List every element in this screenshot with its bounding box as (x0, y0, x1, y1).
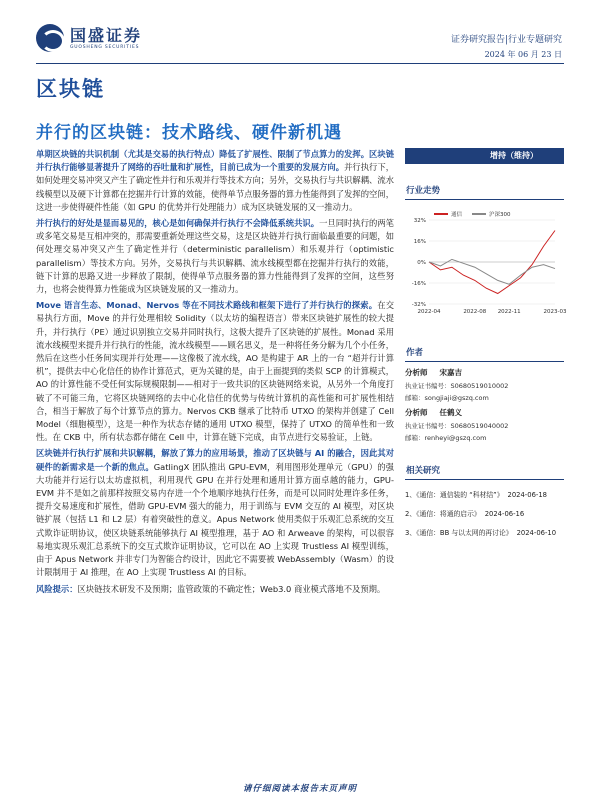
footer-disclaimer: 请仔细阅读本报告末页声明 (242, 784, 357, 794)
body-paragraph: Move 语言生态、Monad、Nervos 等在不同技术路线和框架下进行了并行执行的探索。在交易执行方面，Move 的并行处理相较 Solidity（以太坊的编程语言）带来区块链扩展性的较大提升，并行执行（PE）通过识别独立交易并同时执行，这极大提升了区块链的扩展性。Monad 采用流水线模型来提升并行执行的性能，流水线模型——顾名思义，是一种将任务分解为几个小任务，然后在这些小任务间实现并行处理——这像极了流水线，AO 是构建于 AR 上的一台 “超并行计算机”，提供去中心化信任的协作计算范式，更为关键的是，由于上面提到的类似 SCP 的计算模式，AO 的计算性能不受任何实际规模限制——相对于一致共识的区块链网络来说，从另外一个角度打破了不可能三角，它将区块链网络的去中心化信任的优势与传统计算机的高性能和可扩展性相结合，相当于解放了每个计算节点的算力。Nervos CKB 继承了比特币 UTXO 的架构并创建了 Cell Model（细胞模型），这是一种作为状态存储的通用 UTXO 模型，保持了 UTXO 的简单性和一致性。在 CKB 中，所有状态都存储在 Cell 中，计算在链下完成，由节点进行交易验证，上链。 (36, 300, 394, 443)
logo-name-en: GUOSHENG SECURITIES (70, 44, 140, 50)
report-date: 2024 年 06 月 23 日 (484, 50, 562, 59)
y-tick-label: -16% (411, 281, 426, 287)
legend-label-1: 通信 (451, 212, 463, 218)
company-logo (36, 24, 142, 52)
author-name: 宋嘉吉 (439, 368, 462, 377)
trend-chart (405, 202, 567, 324)
author-cert: 执业证书编号：S0680519010002 (405, 382, 509, 390)
x-tick-label: 2022-04 (417, 309, 441, 315)
report-title: 并行的区块链：技术路线、硬件新机遇 (36, 123, 342, 143)
page-header (0, 0, 600, 62)
y-tick-label: -32% (411, 302, 426, 308)
industry-title: 区块链 (36, 77, 105, 101)
author-name: 任鹤义 (439, 408, 462, 417)
risk-warning: 风险提示：区块链技术研发不及预期；监管政策的不确定性；Web3.0 商业模式落地不及预期。 (36, 583, 386, 594)
main-body (36, 148, 394, 599)
report-type: 证券研究报告|行业专题研究 (450, 35, 562, 45)
author-email[interactable]: 邮箱：songjiaji@gszq.com (405, 394, 489, 402)
header-divider (36, 63, 564, 64)
author-block (405, 407, 564, 442)
chart-legend (434, 210, 521, 218)
x-tick-label: 2022-11 (497, 309, 521, 315)
author-role: 分析师 (405, 408, 428, 417)
author-block (405, 367, 564, 402)
rating-badge: 增持（维持） (405, 148, 564, 164)
authors-heading: 作者 (405, 344, 564, 362)
body-paragraph: 单期区块链的共识机制（尤其是交易的执行特点）降低了扩展性、限制了节点算力的发挥。区块链并行执行能够显著提升了网络的吞吐量和扩展性，目前已成为一个重要的发展方向。并行执行下，如何处理交易冲突又产生了确定性并行和乐观并行等技术方向；另外，交易执行与共识解耦、流水线模型以及硬下计算都在挖掘并行计算的效能，使得单节点服务器的算力性能得到了发挥的空间，这进一步使得硬件性能（如 GPU 的优势并行处理能力）成为区块链发展的又一推动力。 (36, 149, 394, 212)
logo-icon (36, 24, 64, 52)
body-paragraph: 并行执行的好处是显而易见的，核心是如何确保并行执行不会降低系统共识。一旦同时执行的两笔或多笔交易是互相冲突的，那需要重新处理这些交易，这是区块链并行执行面临最重要的问题，如何处理交易冲突又产生了确定性并行（deterministic parallelism）和乐观并行（optimistic parallelism）等技术方向。另外，交易执行与共识解耦、流水线模型都在挖掘并行执行的效能，链下计算的思路又进一步释放了限制，使得单节点服务器的算力性能得到了发挥的空间，这些努力，也将会使得算力性能成为区块链发展的又一推动力。 (36, 218, 394, 295)
author-email[interactable]: 邮箱：renheyi@gszq.com (405, 434, 487, 442)
logo-name-cn: 国盛证券 (70, 25, 143, 45)
legend-label-2: 沪深300 (489, 212, 511, 218)
related-report[interactable]: 2、《通信：将通的启示》 2024-06-16 (405, 510, 525, 518)
legend-swatch-2 (472, 213, 486, 215)
author-role: 分析师 (405, 368, 428, 377)
author-cert: 执业证书编号：S0680519040002 (405, 422, 509, 430)
y-tick-label: 32% (413, 218, 426, 224)
related-report[interactable]: 3、《通信：BB 与以太网的再讨论》 2024-06-10 (405, 529, 557, 537)
trend-heading: 行业走势 (405, 182, 564, 200)
y-tick-label: 16% (413, 239, 426, 245)
legend-swatch-1 (434, 213, 448, 215)
series-line (429, 259, 555, 284)
x-tick-label: 2022-08 (463, 309, 487, 315)
y-tick-label: 0% (417, 260, 426, 266)
related-report[interactable]: 1、《通信：通信装的 “科材结”》 2024-06-18 (405, 491, 548, 499)
body-paragraph: 区块链并行执行扩展和共识解耦，解放了算力的应用场景，推动了区块链与 AI 的融合，因此其对硬件的新需求是一个新的焦点。GatlingX 团队推出 GPU-EVM，利用图形处理单元（GPU）的强大功能并行运行以太坊虚拟机，利用现代 GPU 在并行处理和通用计算方面卓越的能力，GPU-EVM 并不是如之前那样按照交易内存进一个个地顺序地执行任务，而是可以同时处理许多任务，提升交易速度和扩展性，借助 GPU-EVM 强大的能力，用于训练与 EVM 交互的 AI 模型，对区块链扩展（包括 L1 和 L2 层）有着突破性的意义。Apus Network 使用类似于乐观汇总系统的交互式欺诈证明协议，使区块链系统能够执行 AI 模型推理，基于 AO 和 Arweave 的架构，可以很容易地实现乐观汇总系统下的交互式欺诈证明协议，它可以在 AO 上实现 Trustless AI 模型训练，由于 Apus Network 并非专门为智能合约设计，因此它不需要被 WebAssembly（Wasm）的设计限制用于 AI 推理，在 AO 上实现 Trustless AI 的目标。 (36, 448, 394, 578)
related-heading: 相关研究 (405, 462, 564, 480)
sidebar (405, 148, 567, 537)
x-tick-label: 2023-03 (543, 309, 567, 315)
trend-chart-svg (405, 202, 567, 324)
